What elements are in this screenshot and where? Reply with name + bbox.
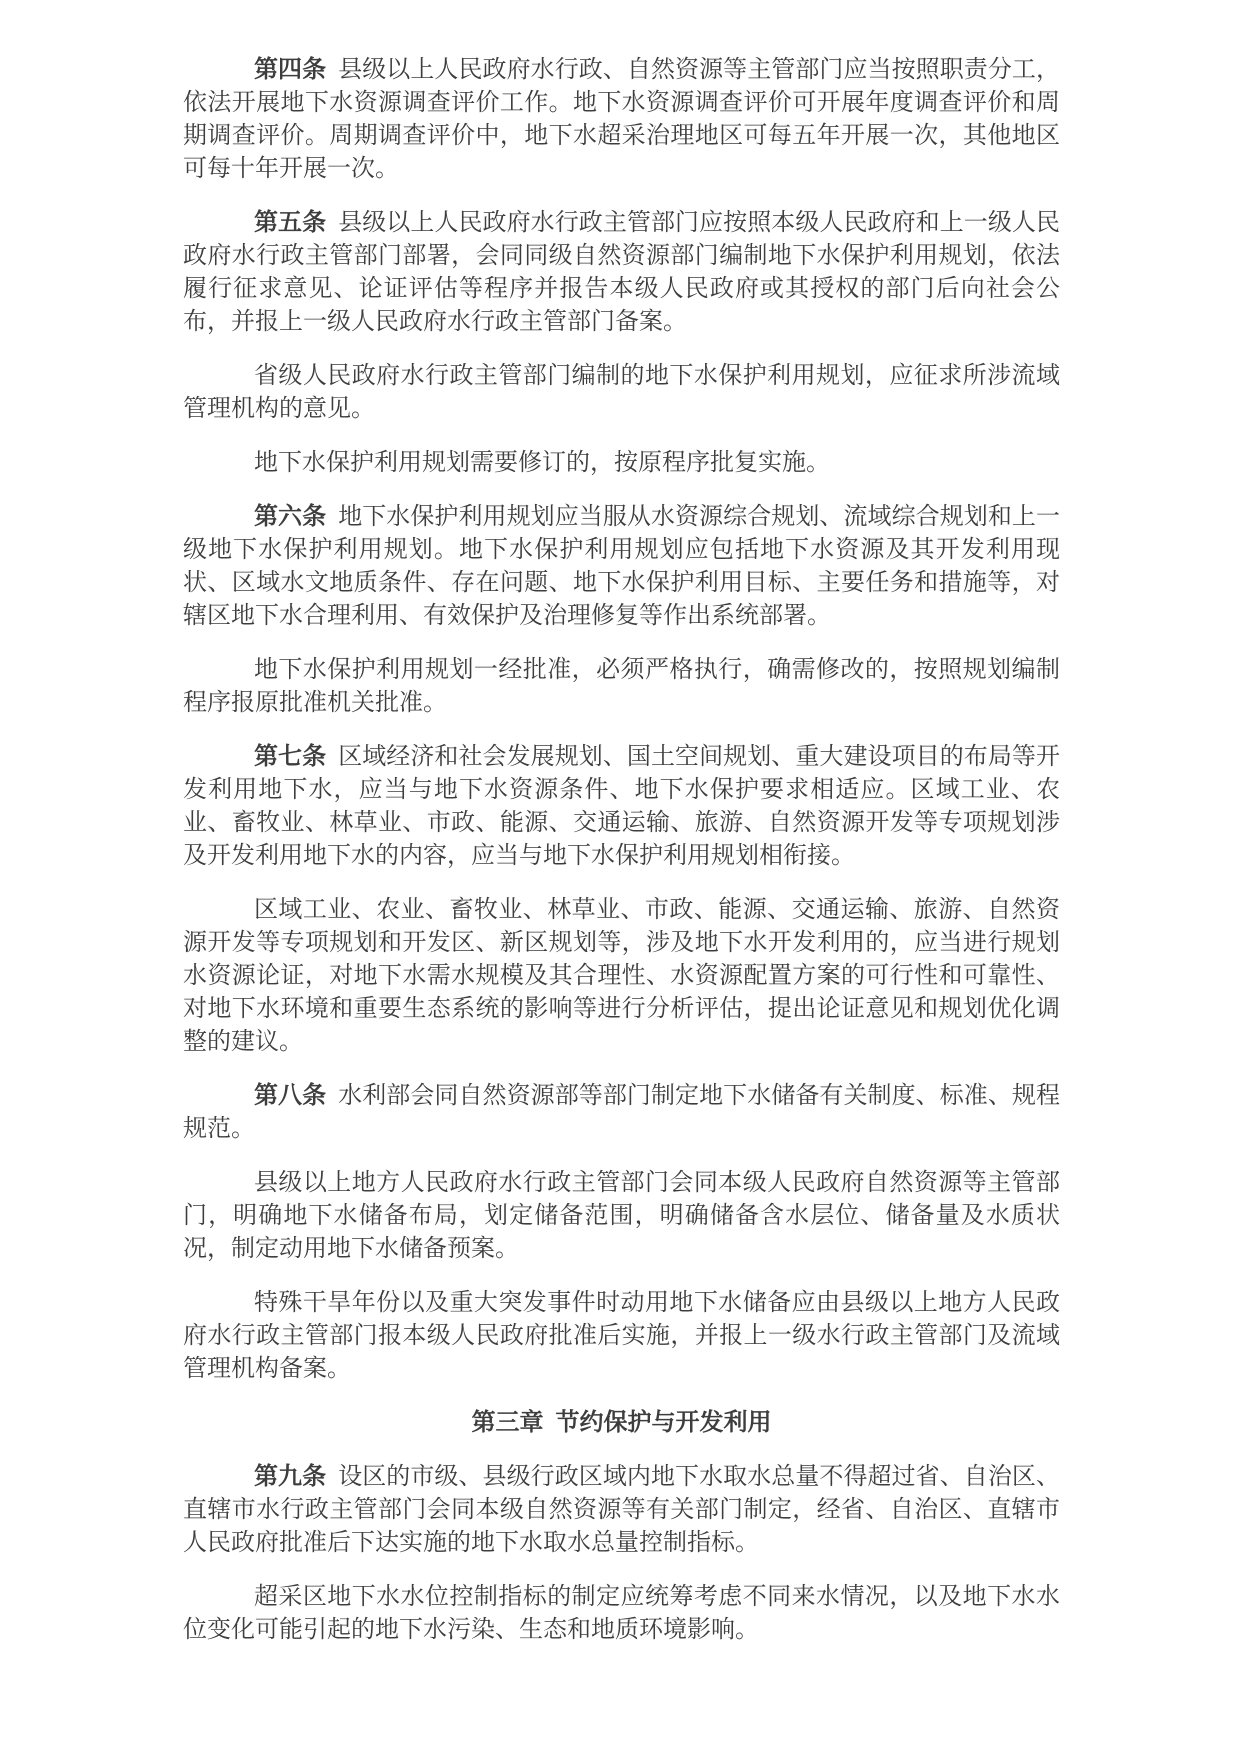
paragraph-text: 水利部会同自然资源部等部门制定地下水储备有关制度、标准、规程规范。 (183, 1083, 1060, 1142)
paragraph-text: 超采区地下水水位控制指标的制定应统筹考虑不同来水情况，以及地下水水位变化可能引起的地下水污染、生态和地质环境影响。 (183, 1584, 1060, 1643)
article-paragraph (183, 1581, 1060, 1647)
chapter-heading (183, 1407, 1060, 1440)
paragraph-text: 特殊干旱年份以及重大突发事件时动用地下水储备应由县级以上地方人民政府水行政主管部门报本级人民政府批准后实施，并报上一级水行政主管部门及流域管理机构备案。 (183, 1290, 1060, 1382)
article-paragraph (183, 207, 1060, 339)
paragraph-text: 县级以上人民政府水行政、自然资源等主管部门应当按照职责分工，依法开展地下水资源调查评价工作。地下水资源调查评价可开展年度调查评价和周期调查评价。周期调查评价中，地下水超采治理地区可每五年开展一次，其他地区可每十年开展一次。 (183, 57, 1060, 182)
article-number-label: 第八条 (254, 1083, 327, 1109)
article-paragraph (183, 447, 1060, 480)
article-paragraph (183, 1167, 1060, 1266)
paragraph-text: 设区的市级、县级行政区域内地下水取水总量不得超过省、自治区、直辖市水行政主管部门会同本级自然资源等有关部门制定，经省、自治区、直辖市人民政府批准后下达实施的地下水取水总量控制指标。 (183, 1464, 1060, 1556)
article-number-label: 第六条 (254, 504, 327, 530)
paragraph-text: 地下水保护利用规划需要修订的，按原程序批复实施。 (254, 450, 830, 476)
article-paragraph (183, 54, 1060, 186)
article-paragraph (183, 501, 1060, 633)
article-paragraph (183, 1287, 1060, 1386)
article-paragraph (183, 1080, 1060, 1146)
paragraph-text: 地下水保护利用规划一经批准，必须严格执行，确需修改的，按照规划编制程序报原批准机关批准。 (183, 657, 1060, 716)
chapter-number-label: 第三章 (471, 1410, 544, 1436)
paragraph-text: 区域工业、农业、畜牧业、林草业、市政、能源、交通运输、旅游、自然资源开发等专项规划和开发区、新区规划等，涉及地下水开发利用的，应当进行规划水资源论证，对地下水需水规模及其合理性、水资源配置方案的可行性和可靠性、对地下水环境和重要生态系统的影响等进行分析评估，提出论证意见和规划优化调整的建议。 (183, 897, 1060, 1055)
article-paragraph (183, 1461, 1060, 1560)
article-paragraph (183, 894, 1060, 1059)
article-number-label: 第七条 (254, 744, 327, 770)
article-paragraph (183, 654, 1060, 720)
article-number-label: 第四条 (254, 57, 327, 83)
article-number-label: 第九条 (254, 1464, 327, 1490)
chapter-title-text: 节约保护与开发利用 (555, 1410, 772, 1436)
paragraph-text: 区域经济和社会发展规划、国土空间规划、重大建设项目的布局等开发利用地下水，应当与地下水资源条件、地下水保护要求相适应。区域工业、农业、畜牧业、林草业、市政、能源、交通运输、旅游、自然资源开发等专项规划涉及开发利用地下水的内容，应当与地下水保护利用规划相衔接。 (183, 744, 1060, 869)
article-number-label: 第五条 (254, 210, 327, 236)
article-paragraph (183, 360, 1060, 426)
paragraph-text: 地下水保护利用规划应当服从水资源综合规划、流域综合规划和上一级地下水保护利用规划。地下水保护利用规划应包括地下水资源及其开发利用现状、区域水文地质条件、存在问题、地下水保护利用目标、主要任务和措施等，对辖区地下水合理利用、有效保护及治理修复等作出系统部署。 (183, 504, 1060, 629)
paragraph-text: 县级以上人民政府水行政主管部门应按照本级人民政府和上一级人民政府水行政主管部门部署，会同同级自然资源部门编制地下水保护利用规划，依法履行征求意见、论证评估等程序并报告本级人民政府或其授权的部门后向社会公布，并报上一级人民政府水行政主管部门备案。 (183, 210, 1060, 335)
paragraph-text: 县级以上地方人民政府水行政主管部门会同本级人民政府自然资源等主管部门，明确地下水储备布局，划定储备范围，明确储备含水层位、储备量及水质状况，制定动用地下水储备预案。 (183, 1170, 1060, 1262)
paragraph-text: 省级人民政府水行政主管部门编制的地下水保护利用规划，应征求所涉流域管理机构的意见。 (183, 363, 1060, 422)
article-paragraph (183, 741, 1060, 873)
